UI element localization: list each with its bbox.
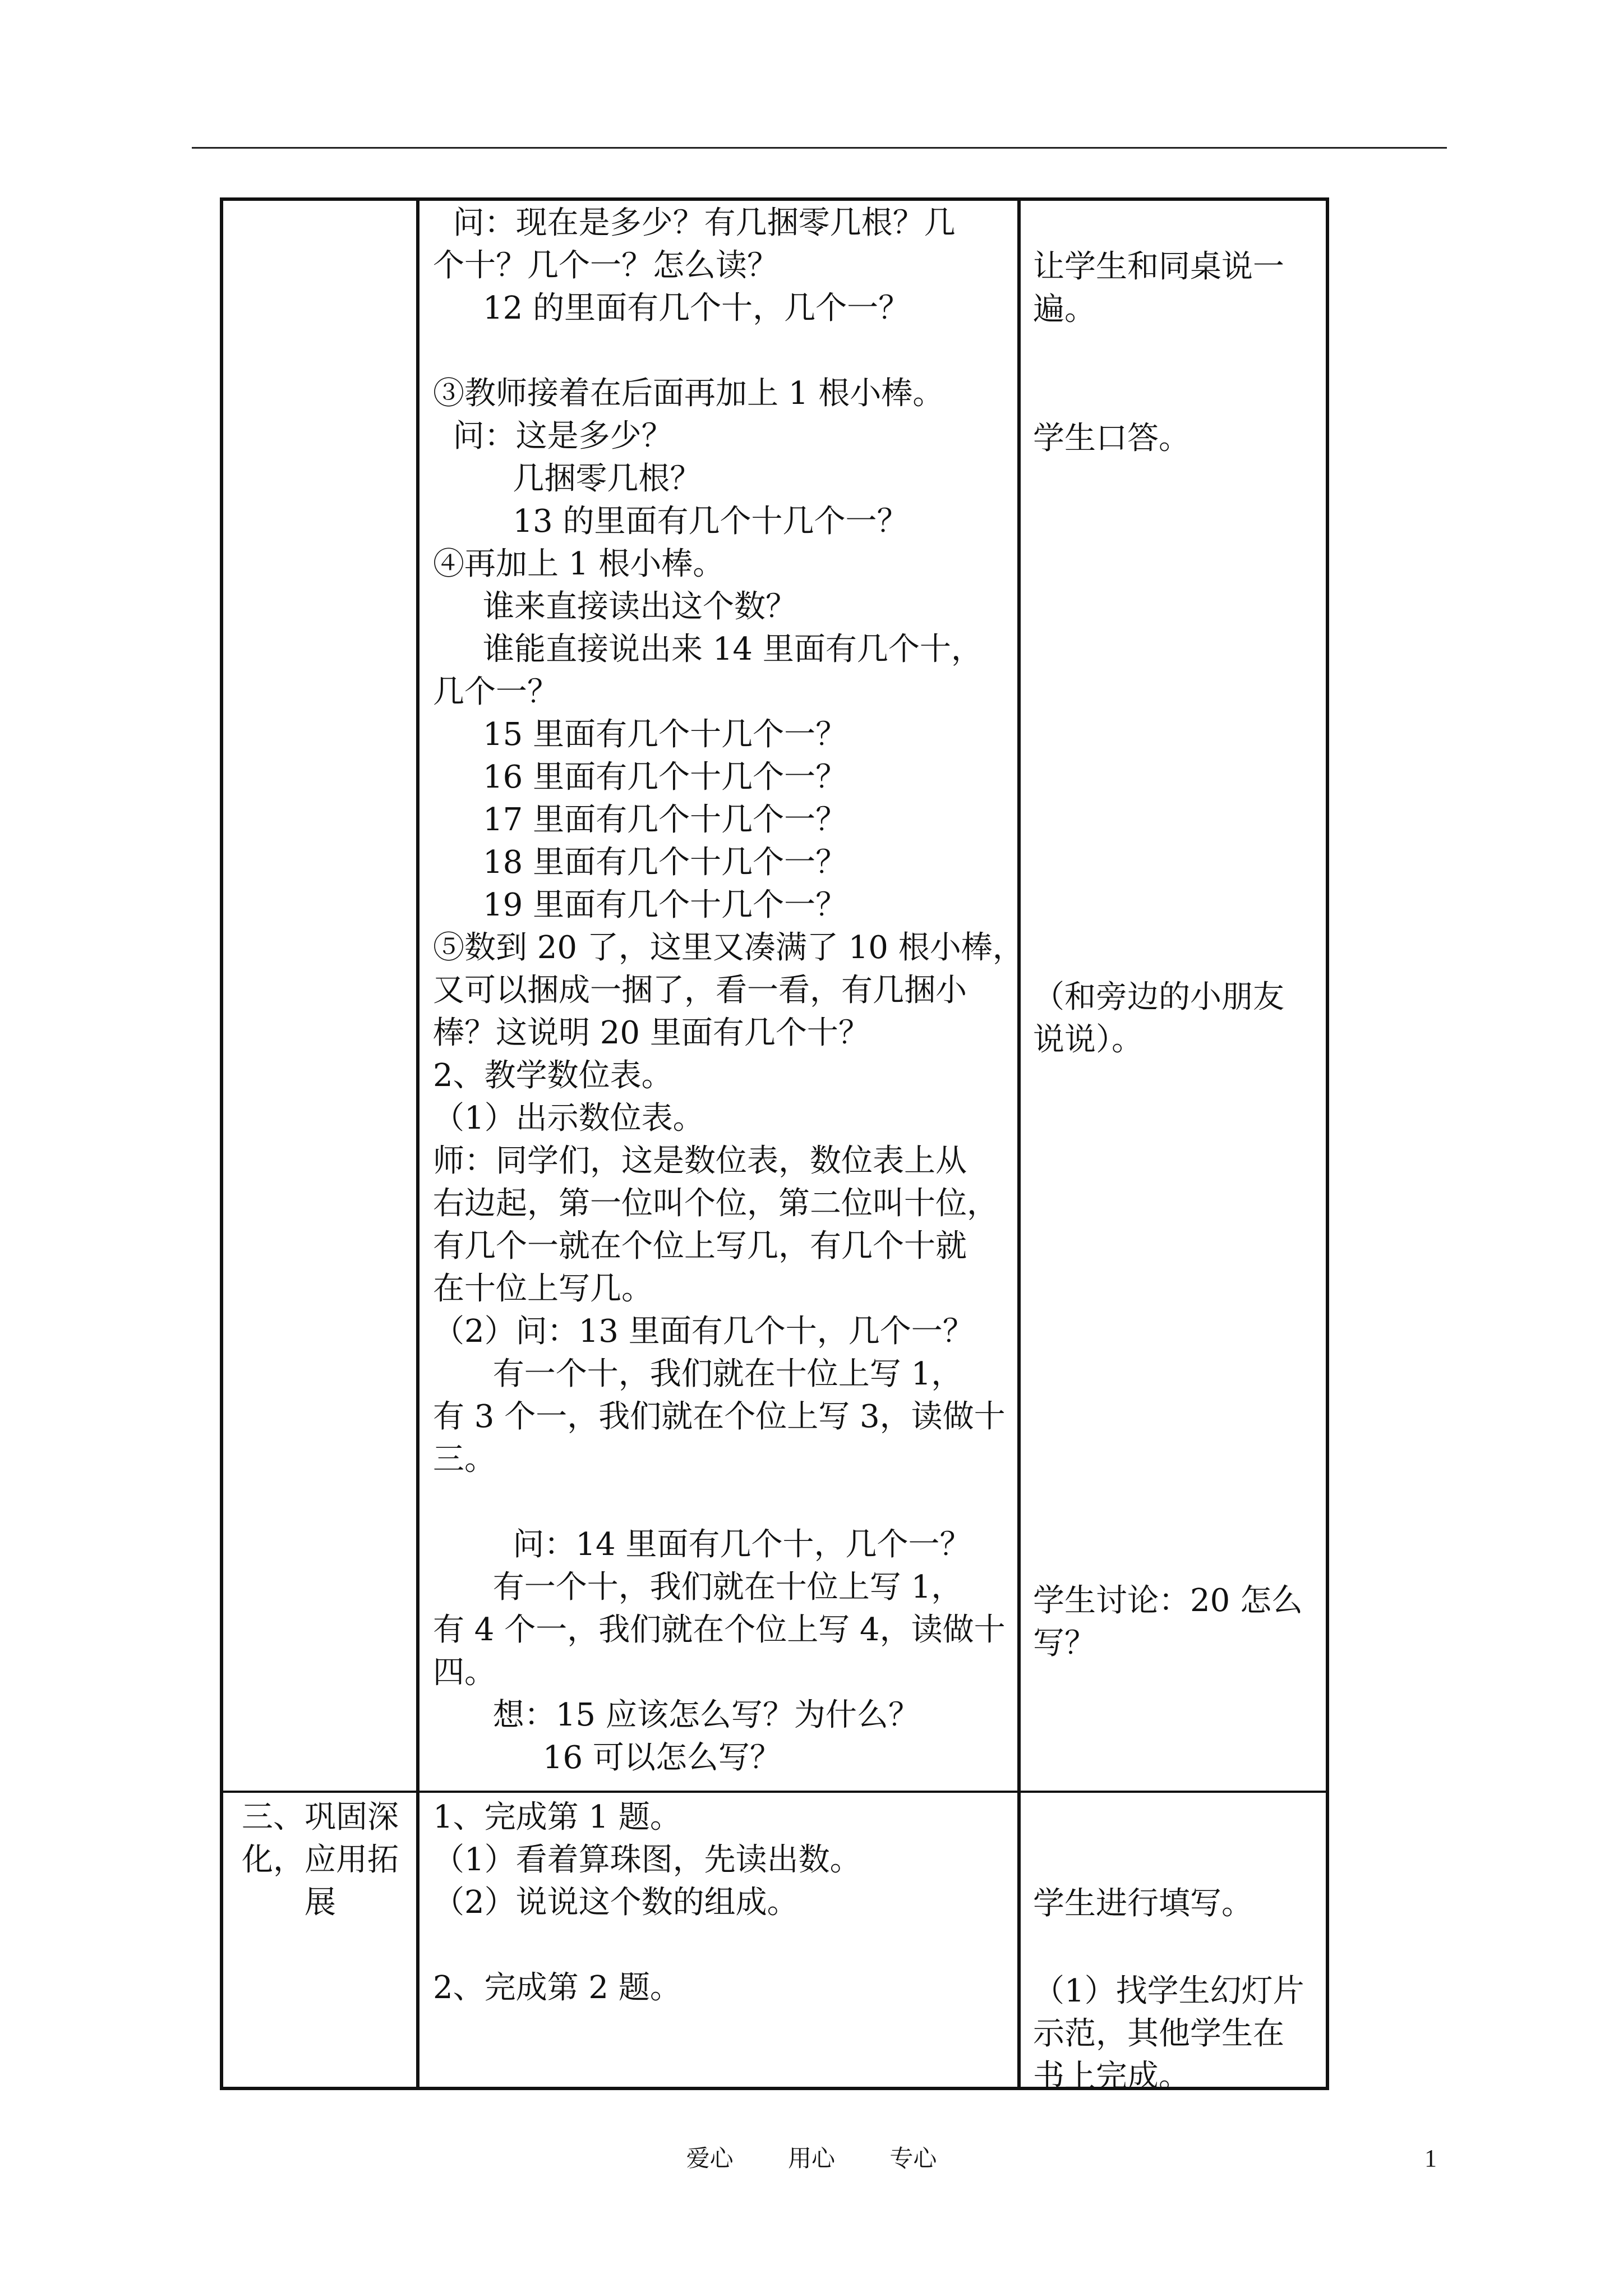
text-line: ⑤数到 20 了，这里又凑满了 10 根小棒， bbox=[433, 930, 1024, 966]
text-line: 谁来直接读出这个数？ bbox=[433, 588, 797, 625]
text-line: 有一个十，我们就在十位上写 1， bbox=[433, 1569, 963, 1605]
footer-text-a: 爱心 bbox=[686, 2145, 734, 2172]
text-line: 又可以捆成一捆了，看一看，有几捆小 bbox=[433, 972, 967, 1009]
text-line: 学生讨论：20 怎么 bbox=[1033, 1582, 1303, 1619]
text-line: （1）看着算珠图，先读出数。 bbox=[433, 1842, 861, 1878]
text-line: 师：同学们，这是数位表，数位表上从 bbox=[433, 1143, 967, 1179]
text-line: 写？ bbox=[1033, 1625, 1096, 1662]
page-number: 1 bbox=[1424, 2145, 1437, 2172]
text-line: 说说）。 bbox=[1033, 1022, 1143, 1058]
student-note-1 bbox=[1033, 246, 1319, 331]
column-divider-2 bbox=[1017, 197, 1021, 2090]
text-line: 2、教学数位表。 bbox=[433, 1057, 673, 1094]
text-line: 在十位上写几。 bbox=[433, 1271, 653, 1307]
text-line: 几个一？ bbox=[433, 674, 559, 710]
text-line: （2）说说这个数的组成。 bbox=[433, 1884, 799, 1921]
practice-cell bbox=[433, 1796, 1011, 2009]
text-line: 个十？几个一？怎么读？ bbox=[433, 247, 778, 284]
student-note-2 bbox=[1033, 417, 1319, 460]
text-line: 学生口答。 bbox=[1033, 420, 1190, 457]
text-line: 问：14 里面有几个十，几个一？ bbox=[433, 1526, 971, 1563]
text-line: ③教师接着在后面再加上 1 根小棒。 bbox=[433, 375, 944, 412]
student-note-5 bbox=[1033, 1883, 1319, 1925]
text-line: 16 可以怎么写？ bbox=[433, 1740, 781, 1776]
text-line: 问：这是多少？ bbox=[433, 418, 673, 454]
text-line: 问：现在是多少？有几捆零几根？几 bbox=[433, 205, 956, 241]
text-line: 四。 bbox=[433, 1654, 496, 1691]
text-line: 展 bbox=[305, 1884, 336, 1921]
text-line: 19 里面有几个十几个一？ bbox=[433, 887, 847, 923]
text-line: 15 里面有几个十几个一？ bbox=[433, 716, 847, 753]
text-line bbox=[433, 1924, 1011, 1967]
text-line: 有 3 个一，我们就在个位上写 3，读做十 bbox=[433, 1398, 1006, 1435]
text-line: （2）问：13 里面有几个十，几个一？ bbox=[433, 1313, 974, 1350]
text-line: ④再加上 1 根小棒。 bbox=[433, 546, 725, 582]
section-title-consolidate bbox=[233, 1796, 407, 1924]
student-note-3 bbox=[1033, 976, 1319, 1061]
lesson-process-cell bbox=[433, 202, 1024, 1779]
text-line: 学生进行填写。 bbox=[1033, 1885, 1253, 1922]
student-note-6 bbox=[1033, 1970, 1319, 2098]
text-line: 13 的里面有几个十几个一？ bbox=[433, 503, 909, 540]
text-line: 让学生和同桌说一 bbox=[1033, 249, 1284, 285]
text-line: 右边起，第一位叫个位，第二位叫十位， bbox=[433, 1185, 998, 1222]
text-line: 1、完成第 1 题。 bbox=[433, 1799, 681, 1835]
text-line: 化，应用拓 bbox=[242, 1842, 399, 1878]
student-note-4 bbox=[1033, 1580, 1319, 1665]
text-line: 有几个一就在个位上写几，有几个十就 bbox=[433, 1228, 967, 1264]
footer-text-b: 用心 bbox=[787, 2145, 835, 2172]
text-line: （1）找学生幻灯片 bbox=[1033, 1973, 1304, 2009]
text-line: 棒？这说明 20 里面有几个十？ bbox=[433, 1015, 870, 1051]
text-line: 18 里面有几个十几个一？ bbox=[433, 844, 847, 881]
text-line bbox=[433, 1481, 1011, 1524]
row-divider bbox=[220, 1791, 1329, 1793]
text-line: （和旁边的小朋友 bbox=[1033, 979, 1284, 1015]
footer bbox=[0, 2142, 1623, 2175]
text-line: 17 里面有几个十几个一？ bbox=[433, 802, 847, 838]
text-line bbox=[433, 330, 1011, 372]
text-line: 12 的里面有几个十，几个一？ bbox=[433, 290, 910, 326]
text-line: 几捆零几根？ bbox=[433, 461, 702, 497]
text-line: 有一个十，我们就在十位上写 1， bbox=[433, 1356, 963, 1392]
text-line: （1）出示数位表。 bbox=[433, 1100, 704, 1137]
text-line: 16 里面有几个十几个一？ bbox=[433, 759, 847, 795]
footer-text-c: 专心 bbox=[889, 2145, 937, 2172]
text-line: 三、巩固深 bbox=[242, 1799, 399, 1835]
header-rule bbox=[192, 147, 1447, 149]
text-line: 三。 bbox=[433, 1441, 496, 1478]
text-line: 遍。 bbox=[1033, 291, 1096, 328]
text-line: 2、完成第 2 题。 bbox=[433, 1970, 681, 2006]
text-line: 示范，其他学生在 bbox=[1033, 2016, 1284, 2052]
text-line: 书上完成。 bbox=[1033, 2058, 1190, 2095]
text-line: 谁能直接说出来 14 里面有几个十， bbox=[433, 631, 983, 668]
text-line: 想：15 应该怎么写？为什么？ bbox=[433, 1697, 920, 1733]
text-line: 有 4 个一，我们就在个位上写 4，读做十 bbox=[433, 1612, 1006, 1648]
column-divider-1 bbox=[416, 197, 419, 2090]
